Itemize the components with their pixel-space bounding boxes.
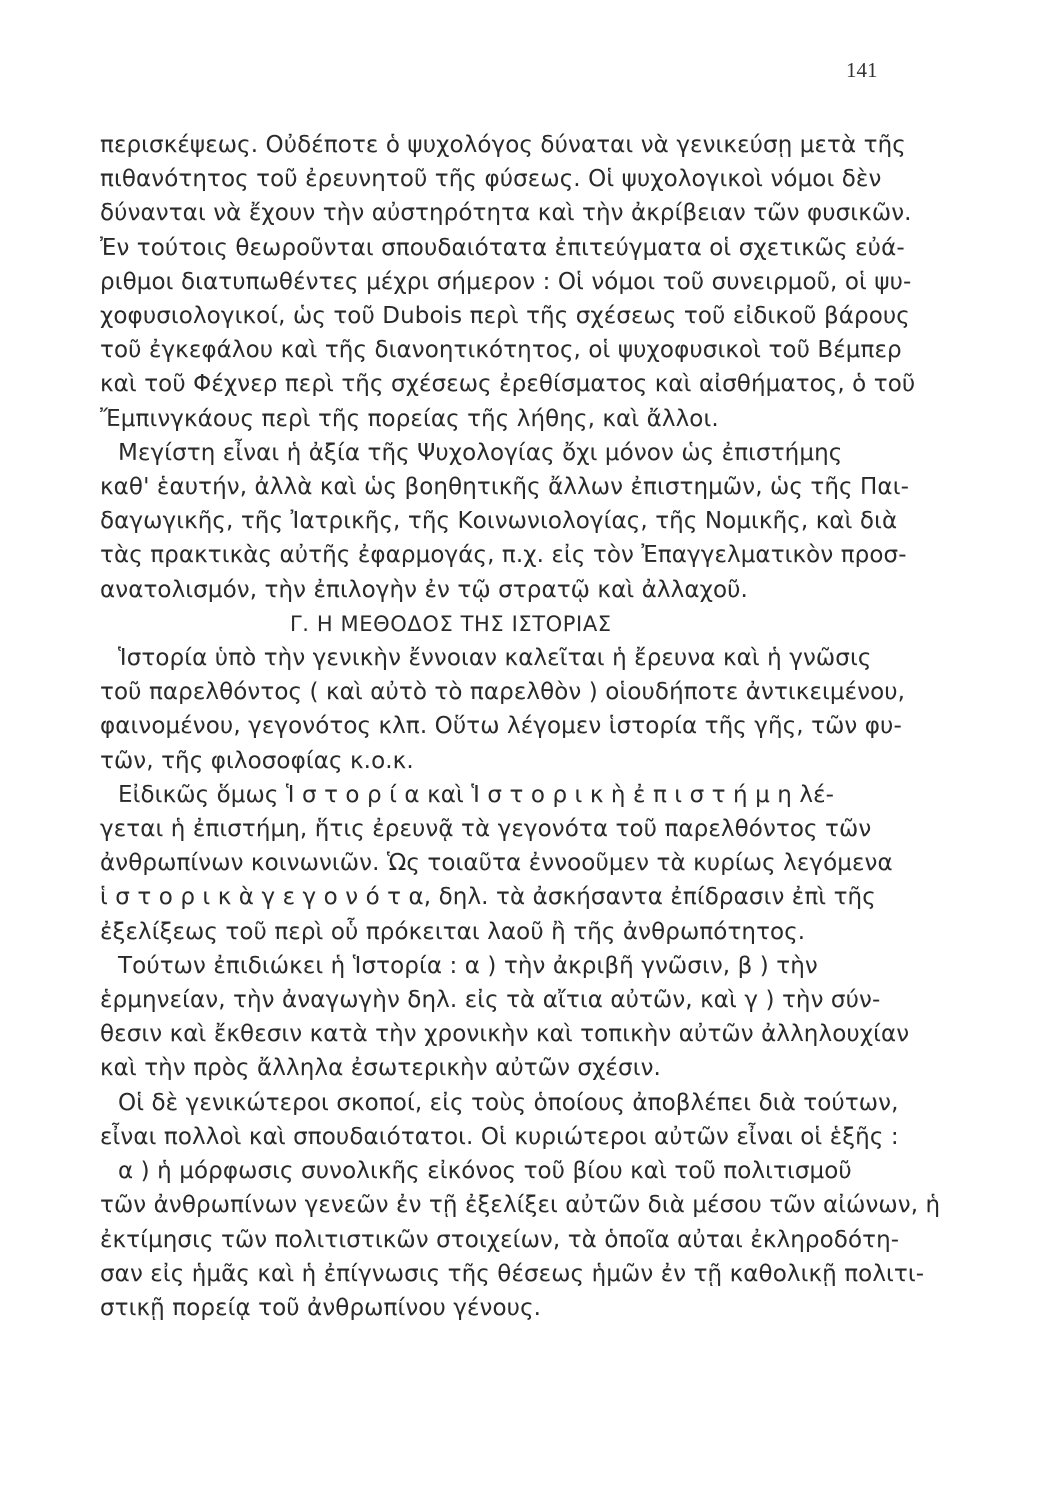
text-line: δαγωγικῆς, τῆς Ἰατρικῆς, τῆς Κοινωνιολογίας, τῆς Νομικῆς, καὶ διὰ <box>100 508 898 535</box>
text-line: τῶν ἀνθρωπίνων γενεῶν ἐν τῇ ἐξελίξει αὐτῶν διὰ μέσου τῶν αἰώνων, ἡ <box>100 1192 941 1219</box>
text-line: ἑρμηνείαν, τὴν ἀναγωγὴν δηλ. εἰς τὰ αἴτια αὐτῶν, καὶ γ ) τὴν σύν- <box>100 987 881 1014</box>
text-line: ριθμοι διατυπωθέντες μέχρι σήμερον : Οἱ νόμοι τοῦ συνειρμοῦ, οἱ ψυ- <box>100 268 912 295</box>
text-line: ἐκτίμησις τῶν πολιτιστικῶν στοιχείων, τὰ ὁποῖα αὐται ἐκληροδότη- <box>100 1226 900 1253</box>
text-line: στικῇ πορείᾳ τοῦ ἀνθρωπίνου γένους. <box>100 1294 542 1321</box>
text-line: ἀνθρωπίνων κοινωνιῶν. Ὡς τοιαῦτα ἐννοοῦμεν τὰ κυρίως λεγόμενα <box>100 850 893 877</box>
text-line: Ἔμπινγκάους περὶ τῆς πορείας τῆς λήθης, καὶ ἄλλοι. <box>100 405 719 432</box>
text-line: Ἐν τούτοις θεωροῦνται σπουδαιότατα ἐπιτεύγματα οἱ σχετικῶς εὐά- <box>100 234 905 261</box>
paragraph-start-line: Οἱ δὲ γενικώτεροι σκοποί, εἰς τοὺς ὁποίους ἀποβλέπει διὰ τούτων, <box>118 1089 899 1116</box>
text-line: περισκέψεως. Οὐδέποτε ὁ ψυχολόγος δύναται νὰ γενικεύσῃ μετὰ τῆς <box>100 132 906 158</box>
text-line: γεται ἡ ἐπιστήμη, ἥτις ἐρευνᾷ τὰ γεγονότα τοῦ παρελθόντος τῶν <box>100 816 872 843</box>
text-line: ανατολισμόν, τὴν ἐπιλογὴν ἐν τῷ στρατῷ καὶ ἀλλαχοῦ. <box>100 576 748 603</box>
text-line: εἶναι πολλοὶ καὶ σπουδαιότατοι. Οἱ κυριώτεροι αὐτῶν εἶναι οἱ ἑξῆς : <box>100 1123 899 1150</box>
text-line: δύνανται νὰ ἔχουν τὴν αὐστηρότητα καὶ τὴν ἀκρίβειαν τῶν φυσικῶν. <box>100 200 912 227</box>
text-line: φαινομένου, γεγονότος κλπ. Οὕτω λέγομεν ἱστορία τῆς γῆς, τῶν φυ- <box>100 713 902 740</box>
text-line: καὶ τὴν πρὸς ἄλληλα ἐσωτερικὴν αὐτῶν σχέσιν. <box>100 1055 661 1082</box>
page-number: 141 <box>846 58 878 82</box>
text-line: ἐξελίξεως τοῦ περὶ οὗ πρόκειται λαοῦ ἢ τῆς ἀνθρωπότητος. <box>100 918 806 945</box>
text-line: τοῦ ἐγκεφάλου καὶ τῆς διανοητικότητος, οἱ ψυχοφυσικοὶ τοῦ Βέμπερ <box>100 337 902 364</box>
paragraph-start-line: Ἱστορία ὑπὸ τὴν γενικὴν ἔννοιαν καλεῖται ἡ ἔρευνα καὶ ἡ γνῶσις <box>118 645 872 672</box>
text-line: πιθανότητος τοῦ ἐρευνητοῦ τῆς φύσεως. Οἱ ψυχολογικοὶ νόμοι δὲν <box>100 166 882 193</box>
text-line: τοῦ παρελθόντος ( καὶ αὐτὸ τὸ παρελθὸν ) οἱουδήποτε ἀντικειμένου, <box>100 679 906 706</box>
section-heading: Γ. Η ΜΕΘΟΔΟΣ ΤΗΣ ΙΣΤΟΡΙΑΣ <box>290 611 612 636</box>
text-line: τὰς πρακτικὰς αὐτῆς ἐφαρμογάς, π.χ. εἰς τὸν Ἐπαγγελματικὸν προσ- <box>100 542 907 569</box>
document-body <box>100 128 941 1325</box>
text-line: καθ' ἑαυτήν, ἀλλὰ καὶ ὡς βοηθητικῆς ἄλλων ἐπιστημῶν, ὡς τῆς Παι- <box>100 474 909 501</box>
text-line: θεσιν καὶ ἔκθεσιν κατὰ τὴν χρονικὴν καὶ τοπικὴν αὐτῶν ἀλληλουχίαν <box>100 1021 910 1048</box>
paragraph-start-line: Τούτων ἐπιδιώκει ἡ Ἱστορία : α ) τὴν ἀκριβῆ γνῶσιν, β ) τὴν <box>118 952 818 979</box>
text-line: ἱ σ τ ο ρ ι κ ὰ γ ε γ ο ν ό τ α, δηλ. τὰ ἀσκήσαντα ἐπίδρασιν ἐπὶ τῆς <box>100 884 876 911</box>
text-line: καὶ τοῦ Φέχνερ περὶ τῆς σχέσεως ἐρεθίσματος καὶ αἰσθήματος, ὁ τοῦ <box>100 371 916 398</box>
text-line: τῶν, τῆς φιλοσοφίας κ.ο.κ. <box>100 747 414 774</box>
paragraph-start-line: Μεγίστη εἶναι ἡ ἀξία τῆς Ψυχολογίας ὄχι μόνον ὡς ἐπιστήμης <box>118 439 843 466</box>
paragraph-start-line: Εἰδικῶς ὅμως Ἱ σ τ ο ρ ί α καὶ Ἱ σ τ ο ρ ι κ ὴ ἐ π ι σ τ ή μ η λέ- <box>118 781 835 808</box>
paragraph-start-line: α ) ἡ μόρφωσις συνολικῆς εἰκόνος τοῦ βίου καὶ τοῦ πολιτισμοῦ <box>118 1158 852 1185</box>
text-line: σαν εἰς ἡμᾶς καὶ ἡ ἐπίγνωσις τῆς θέσεως ἡμῶν ἐν τῇ καθολικῇ πολιτι- <box>100 1260 925 1287</box>
text-line: χοφυσιολογικοί, ὡς τοῦ Dubois περὶ τῆς σχέσεως τοῦ εἰδικοῦ βάρους <box>100 303 910 330</box>
